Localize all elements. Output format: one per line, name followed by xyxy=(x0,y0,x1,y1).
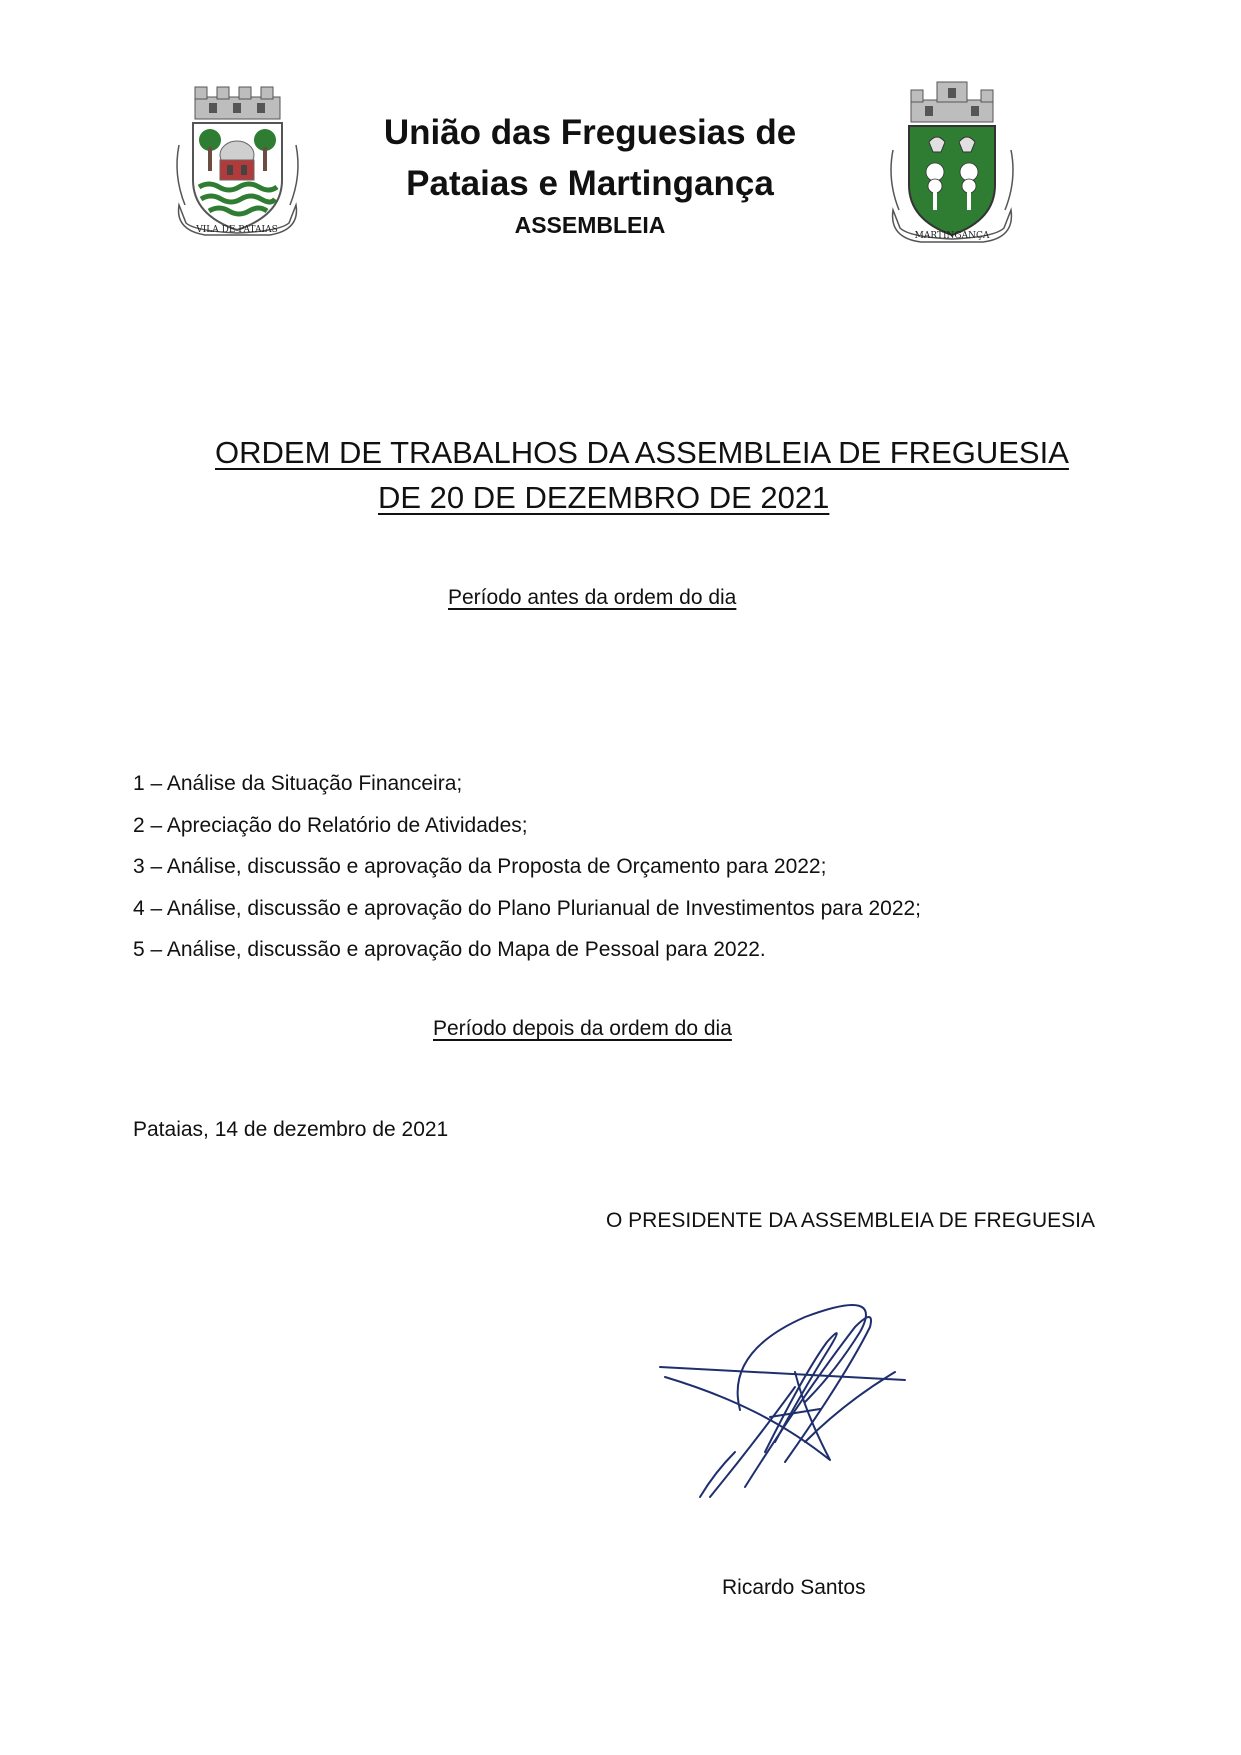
agenda-item: 4 – Análise, discussão e aprovação do Plano Plurianual de Investimentos para 2022; xyxy=(133,896,922,920)
martinganca-crest-icon xyxy=(877,80,1027,250)
vila-de-pataias-crest-icon xyxy=(165,85,310,245)
president-title: O PRESIDENTE DA ASSEMBLEIA DE FREGUESIA xyxy=(606,1209,1095,1232)
header-title-line-1: União das Freguesias de xyxy=(383,113,797,152)
document-title-line-2: DE 20 DE DEZEMBRO DE 2021 xyxy=(378,480,830,515)
header-subtitle: ASSEMBLEIA xyxy=(514,212,666,238)
agenda-item: 2 – Apreciação do Relatório de Atividades; xyxy=(133,813,528,837)
agenda-item: 5 – Análise, discussão e aprovação do Mapa de Pessoal para 2022. xyxy=(133,938,766,961)
agenda-item: 3 – Análise, discussão e aprovação da Proposta de Orçamento para 2022; xyxy=(133,855,827,878)
agenda-list xyxy=(133,763,921,971)
svg-text:VILA DE PATAIAS: VILA DE PATAIAS xyxy=(196,225,278,235)
section-before-agenda: Período antes da ordem do dia xyxy=(448,586,737,609)
handwritten-signature-icon xyxy=(655,1292,940,1502)
section-after-agenda: Período depois da ordem do dia xyxy=(433,1017,732,1040)
agenda-item: 1 – Análise da Situação Financeira; xyxy=(133,772,463,795)
document-title-line-1: ORDEM DE TRABALHOS DA ASSEMBLEIA DE FREGUESIA xyxy=(215,435,1069,470)
header-title-line-2: Pataias e Martingança xyxy=(406,164,774,203)
signer-name: Ricardo Santos xyxy=(722,1576,866,1599)
svg-text:MARTINGANÇA: MARTINGANÇA xyxy=(914,231,990,241)
place-date: Pataias, 14 de dezembro de 2021 xyxy=(133,1118,449,1141)
